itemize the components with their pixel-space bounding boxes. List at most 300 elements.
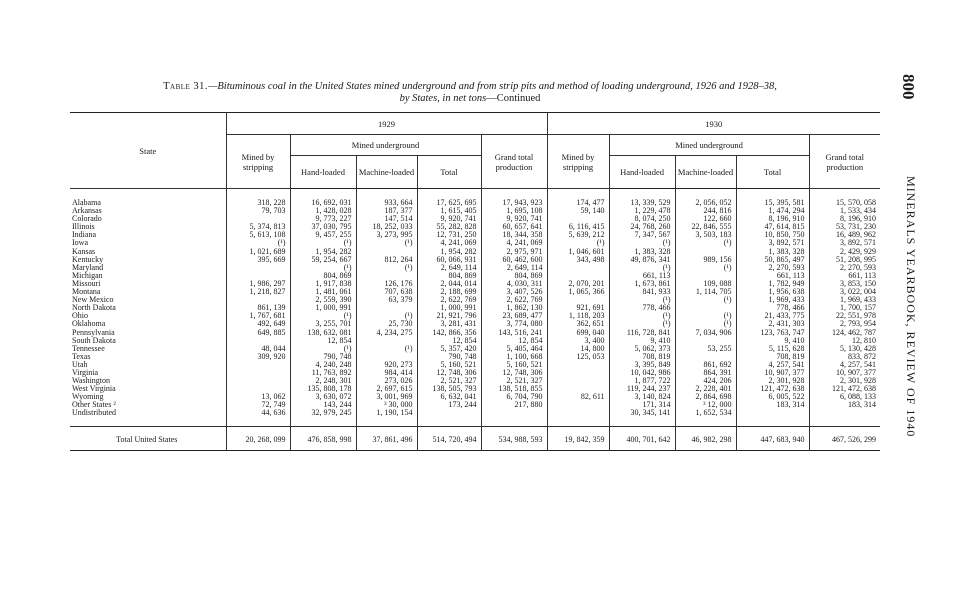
grand-total-1930-cell: 12, 810 — [809, 337, 880, 345]
state-name-cell: Arkansas — [72, 207, 102, 216]
stripping-1929-cell — [226, 385, 290, 393]
total-1929-cell: 12, 748, 306 — [417, 369, 481, 377]
hand-loaded-1930-cell: 13, 339, 529 — [609, 189, 675, 208]
header-stripping-1930: Mined by stripping — [547, 135, 609, 189]
hand-loaded-1930-cell: 1, 877, 722 — [609, 377, 675, 385]
table-row — [70, 345, 880, 353]
machine-loaded-1929-cell: (¹) — [356, 345, 417, 353]
state-name-cell: Illinois — [72, 223, 95, 232]
total-1929-cell: 804, 869 — [417, 272, 481, 280]
grand-total-1930-cell: 467, 526, 299 — [809, 426, 880, 450]
state-name-cell: New Mexico — [72, 296, 114, 305]
grand-total-1929-cell: 534, 988, 593 — [481, 426, 547, 450]
stripping-1930-cell — [547, 369, 609, 377]
total-1929-cell: 12, 731, 250 — [417, 231, 481, 239]
grand-total-1930-cell: 8, 196, 910 — [809, 215, 880, 223]
hand-loaded-1930-cell: 5, 062, 373 — [609, 345, 675, 353]
hand-loaded-1930-cell: 10, 042, 986 — [609, 369, 675, 377]
hand-loaded-1929-cell: 1, 428, 028 — [290, 207, 356, 215]
total-1929-cell: 6, 632, 041 — [417, 393, 481, 401]
total-1930-cell: 183, 314 — [736, 401, 809, 409]
state-name-cell: Utah — [72, 360, 88, 369]
total-1930-cell: 21, 433, 775 — [736, 312, 809, 320]
grand-total-1929-cell: 2, 975, 971 — [481, 248, 547, 256]
total-1930-cell: 447, 683, 940 — [736, 426, 809, 450]
stripping-1929-cell: 13, 062 — [226, 393, 290, 401]
grand-total-1930-cell: 661, 113 — [809, 272, 880, 280]
table-row — [70, 377, 880, 385]
hand-loaded-1930-cell: 171, 314 — [609, 401, 675, 409]
state-name-cell: Missouri — [72, 279, 101, 288]
hand-loaded-1929-cell: 1, 917, 838 — [290, 280, 356, 288]
hand-loaded-1929-cell: 2, 248, 301 — [290, 377, 356, 385]
machine-loaded-1929-cell — [356, 353, 417, 361]
table-caption-suffix: —Continued — [486, 93, 541, 104]
total-1929-cell: 1, 954, 282 — [417, 248, 481, 256]
grand-total-1929-cell: 5, 160, 521 — [481, 361, 547, 369]
state-name-cell: Ohio — [72, 312, 88, 321]
stripping-1930-cell — [547, 264, 609, 272]
stripping-1930-cell — [547, 215, 609, 223]
total-1929-cell: 12, 854 — [417, 337, 481, 345]
hand-loaded-1929-cell: (¹) — [290, 312, 356, 320]
hand-loaded-1930-cell: (¹) — [609, 312, 675, 320]
stripping-1930-cell: 6, 116, 415 — [547, 223, 609, 231]
total-1930-cell: 1, 782, 949 — [736, 280, 809, 288]
total-1929-cell: 21, 921, 796 — [417, 312, 481, 320]
stripping-1930-cell: 125, 053 — [547, 353, 609, 361]
table-row — [70, 272, 880, 280]
total-1929-cell: 2, 188, 699 — [417, 288, 481, 296]
stripping-1929-cell — [226, 272, 290, 280]
total-1930-cell: 1, 956, 638 — [736, 288, 809, 296]
hand-loaded-1929-cell: 1, 000, 991 — [290, 304, 356, 312]
hand-loaded-1929-cell: 59, 254, 667 — [290, 256, 356, 264]
machine-loaded-1930-cell: 1, 114, 705 — [675, 288, 736, 296]
machine-loaded-1929-cell — [356, 248, 417, 256]
grand-total-1930-cell: 2, 270, 593 — [809, 264, 880, 272]
machine-loaded-1929-cell: 1, 190, 154 — [356, 409, 417, 426]
machine-loaded-1929-cell: (¹) — [356, 239, 417, 247]
header-underground-1929: Mined underground — [290, 135, 481, 156]
grand-total-1929-cell: 804, 869 — [481, 272, 547, 280]
stripping-1929-cell — [226, 377, 290, 385]
grand-total-1929-cell: 9, 920, 741 — [481, 215, 547, 223]
table-row — [70, 312, 880, 320]
stripping-1930-cell: 921, 691 — [547, 304, 609, 312]
stripping-1930-cell — [547, 272, 609, 280]
machine-loaded-1930-cell: 7, 034, 906 — [675, 329, 736, 337]
header-underground-1930: Mined underground — [609, 135, 809, 156]
machine-loaded-1929-cell: 25, 730 — [356, 320, 417, 328]
stripping-1930-cell: (¹) — [547, 239, 609, 247]
total-1930-cell: 123, 763, 747 — [736, 329, 809, 337]
hand-loaded-1929-cell: 3, 630, 072 — [290, 393, 356, 401]
machine-loaded-1930-cell: (¹) — [675, 264, 736, 272]
stripping-1930-cell — [547, 385, 609, 393]
machine-loaded-1929-cell: 812, 264 — [356, 256, 417, 264]
grand-total-1929-cell: 6, 704, 790 — [481, 393, 547, 401]
machine-loaded-1929-cell: 273, 026 — [356, 377, 417, 385]
grand-total-1929-cell: 2, 521, 327 — [481, 377, 547, 385]
hand-loaded-1929-cell: 3, 255, 701 — [290, 320, 356, 328]
total-1929-cell: 55, 282, 828 — [417, 223, 481, 231]
hand-loaded-1930-cell: 7, 347, 567 — [609, 231, 675, 239]
total-1930-cell: 8, 196, 910 — [736, 215, 809, 223]
stripping-1929-cell: 318, 228 — [226, 189, 290, 208]
machine-loaded-1929-cell: 37, 861, 496 — [356, 426, 417, 450]
header-machine-loaded-1930: Machine-loaded — [675, 156, 736, 189]
total-1930-cell: 5, 115, 628 — [736, 345, 809, 353]
machine-loaded-1930-cell: (¹) — [675, 296, 736, 304]
hand-loaded-1930-cell: 9, 410 — [609, 337, 675, 345]
hand-loaded-1930-cell: 1, 229, 478 — [609, 207, 675, 215]
table-caption-line2: by States, in net tons — [399, 93, 487, 104]
header-stripping-1929: Mined by stripping — [226, 135, 290, 189]
grand-total-1929-cell: 18, 344, 358 — [481, 231, 547, 239]
table-row — [70, 369, 880, 377]
hand-loaded-1930-cell: 708, 819 — [609, 353, 675, 361]
table-row — [70, 231, 880, 239]
header-year-1930: 1930 — [547, 113, 880, 135]
hand-loaded-1929-cell: (¹) — [290, 239, 356, 247]
grand-total-1929-cell: 143, 516, 241 — [481, 329, 547, 337]
total-1930-cell: 2, 270, 593 — [736, 264, 809, 272]
grand-total-1930-cell: 1, 969, 433 — [809, 296, 880, 304]
table-row — [70, 337, 880, 345]
header-total-1929: Total — [417, 156, 481, 189]
grand-total-1929-cell: 1, 862, 130 — [481, 304, 547, 312]
grand-total-1929-cell: 2, 649, 114 — [481, 264, 547, 272]
machine-loaded-1930-cell: 861, 692 — [675, 361, 736, 369]
table-row — [70, 401, 880, 409]
grand-total-1929-cell: 3, 407, 526 — [481, 288, 547, 296]
machine-loaded-1930-cell: 244, 816 — [675, 207, 736, 215]
grand-total-1929-cell: 3, 774, 080 — [481, 320, 547, 328]
total-1929-cell: 2, 622, 769 — [417, 296, 481, 304]
machine-loaded-1929-cell: (¹) — [356, 264, 417, 272]
state-name-cell: Alabama — [72, 198, 101, 207]
table-row — [70, 304, 880, 312]
hand-loaded-1929-cell: 37, 030, 795 — [290, 223, 356, 231]
total-1929-cell: 138, 505, 793 — [417, 385, 481, 393]
grand-total-1930-cell: 15, 570, 058 — [809, 189, 880, 208]
table-row — [70, 189, 880, 208]
hand-loaded-1929-cell: 790, 748 — [290, 353, 356, 361]
grand-total-1930-cell: 3, 892, 571 — [809, 239, 880, 247]
machine-loaded-1930-cell: 46, 982, 298 — [675, 426, 736, 450]
stripping-1929-cell — [226, 337, 290, 345]
machine-loaded-1929-cell: 18, 252, 033 — [356, 223, 417, 231]
total-1929-cell: 2, 649, 114 — [417, 264, 481, 272]
hand-loaded-1930-cell: 24, 768, 260 — [609, 223, 675, 231]
stripping-1930-cell: 14, 800 — [547, 345, 609, 353]
hand-loaded-1930-cell: 661, 113 — [609, 272, 675, 280]
grand-total-1930-cell — [809, 409, 880, 426]
hand-loaded-1929-cell: 1, 954, 282 — [290, 248, 356, 256]
total-1930-cell: 661, 113 — [736, 272, 809, 280]
hand-loaded-1929-cell: (¹) — [290, 264, 356, 272]
state-name-cell: Tennessee — [72, 344, 105, 353]
stripping-1929-cell: 5, 613, 108 — [226, 231, 290, 239]
hand-loaded-1930-cell: (¹) — [609, 264, 675, 272]
grand-total-1930-cell: 2, 429, 929 — [809, 248, 880, 256]
grand-total-1929-cell: 1, 695, 108 — [481, 207, 547, 215]
table-row — [70, 385, 880, 393]
grand-total-1929-cell: 2, 622, 769 — [481, 296, 547, 304]
stripping-1930-cell: 19, 842, 359 — [547, 426, 609, 450]
machine-loaded-1929-cell: 2, 697, 615 — [356, 385, 417, 393]
total-1930-cell: 6, 005, 522 — [736, 393, 809, 401]
machine-loaded-1930-cell: 109, 088 — [675, 280, 736, 288]
stripping-1930-cell — [547, 409, 609, 426]
stripping-1929-cell — [226, 369, 290, 377]
machine-loaded-1929-cell: 984, 414 — [356, 369, 417, 377]
table-row — [70, 288, 880, 296]
machine-loaded-1930-cell: 1, 652, 534 — [675, 409, 736, 426]
total-1929-cell: 60, 066, 931 — [417, 256, 481, 264]
machine-loaded-1930-cell — [675, 248, 736, 256]
stripping-1929-cell: 48, 044 — [226, 345, 290, 353]
table-row — [70, 207, 880, 215]
hand-loaded-1930-cell: 1, 673, 861 — [609, 280, 675, 288]
machine-loaded-1930-cell: 3, 503, 183 — [675, 231, 736, 239]
table-caption: —Bituminous coal in the United States mined underground and from strip pits and method of loading underground, 1926 and 1928–38, — [208, 81, 777, 92]
machine-loaded-1929-cell: 920, 273 — [356, 361, 417, 369]
hand-loaded-1929-cell: 1, 481, 061 — [290, 288, 356, 296]
total-1930-cell: 3, 892, 571 — [736, 239, 809, 247]
machine-loaded-1929-cell: 3, 001, 969 — [356, 393, 417, 401]
total-1929-cell: 1, 615, 405 — [417, 207, 481, 215]
state-name-cell: Wyoming — [72, 393, 104, 402]
state-name-cell: Montana — [72, 288, 101, 297]
state-name-cell: Michigan — [72, 271, 103, 280]
machine-loaded-1929-cell: 933, 664 — [356, 189, 417, 208]
state-name-cell: Total United States — [70, 426, 226, 450]
machine-loaded-1929-cell: ³ 30, 000 — [356, 401, 417, 409]
machine-loaded-1929-cell: 126, 176 — [356, 280, 417, 288]
hand-loaded-1929-cell: (¹) — [290, 345, 356, 353]
stripping-1930-cell: 362, 651 — [547, 320, 609, 328]
hand-loaded-1929-cell: 32, 979, 245 — [290, 409, 356, 426]
hand-loaded-1929-cell: 143, 244 — [290, 401, 356, 409]
stripping-1930-cell: 59, 140 — [547, 207, 609, 215]
grand-total-1929-cell: 60, 462, 600 — [481, 256, 547, 264]
stripping-1930-cell — [547, 296, 609, 304]
stripping-1929-cell: 72, 749 — [226, 401, 290, 409]
table-row — [70, 248, 880, 256]
total-row — [70, 426, 880, 450]
state-name-cell: Oklahoma — [72, 320, 106, 329]
machine-loaded-1929-cell — [356, 304, 417, 312]
total-1930-cell: 1, 969, 433 — [736, 296, 809, 304]
stripping-1930-cell — [547, 401, 609, 409]
hand-loaded-1929-cell: 2, 559, 390 — [290, 296, 356, 304]
grand-total-1930-cell: 1, 700, 157 — [809, 304, 880, 312]
stripping-1930-cell: 343, 498 — [547, 256, 609, 264]
stripping-1929-cell: 5, 374, 813 — [226, 223, 290, 231]
machine-loaded-1929-cell: 4, 234, 275 — [356, 329, 417, 337]
stripping-1930-cell — [547, 361, 609, 369]
state-name-cell: West Virginia — [72, 385, 116, 394]
table-header — [70, 113, 880, 189]
table-row — [70, 280, 880, 288]
table-row — [70, 223, 880, 231]
header-hand-loaded-1930: Hand-loaded — [609, 156, 675, 189]
stripping-1929-cell: 44, 636 — [226, 409, 290, 426]
grand-total-1929-cell: 60, 657, 641 — [481, 223, 547, 231]
hand-loaded-1930-cell: 3, 140, 824 — [609, 393, 675, 401]
stripping-1929-cell: 395, 669 — [226, 256, 290, 264]
stripping-1929-cell: 1, 218, 827 — [226, 288, 290, 296]
stripping-1929-cell: 1, 021, 689 — [226, 248, 290, 256]
stripping-1929-cell — [226, 296, 290, 304]
state-name-cell: Maryland — [72, 263, 104, 272]
grand-total-1930-cell: 2, 301, 928 — [809, 377, 880, 385]
hand-loaded-1930-cell: 116, 728, 841 — [609, 329, 675, 337]
table-row — [70, 215, 880, 223]
hand-loaded-1929-cell: 12, 854 — [290, 337, 356, 345]
stripping-1929-cell — [226, 215, 290, 223]
grand-total-1929-cell: 23, 689, 477 — [481, 312, 547, 320]
coal-table-container — [70, 112, 880, 451]
header-year-1929: 1929 — [226, 113, 547, 135]
grand-total-1930-cell: 3, 853, 150 — [809, 280, 880, 288]
machine-loaded-1930-cell: 2, 056, 052 — [675, 189, 736, 208]
total-1929-cell: 514, 720, 494 — [417, 426, 481, 450]
grand-total-1929-cell: 217, 880 — [481, 401, 547, 409]
machine-loaded-1930-cell: 22, 846, 555 — [675, 223, 736, 231]
page-number: 800 — [899, 74, 918, 100]
grand-total-1930-cell: 124, 462, 787 — [809, 329, 880, 337]
stripping-1930-cell: 2, 070, 201 — [547, 280, 609, 288]
hand-loaded-1930-cell: (¹) — [609, 296, 675, 304]
total-1929-cell: 1, 000, 991 — [417, 304, 481, 312]
stripping-1930-cell: 5, 639, 212 — [547, 231, 609, 239]
hand-loaded-1930-cell: 49, 876, 341 — [609, 256, 675, 264]
total-1929-cell: 142, 866, 356 — [417, 329, 481, 337]
coal-production-table — [70, 112, 880, 451]
total-1929-cell: 9, 920, 741 — [417, 215, 481, 223]
table-row — [70, 256, 880, 264]
total-1930-cell: 4, 257, 541 — [736, 361, 809, 369]
machine-loaded-1930-cell: (¹) — [675, 312, 736, 320]
grand-total-1930-cell: 10, 907, 377 — [809, 369, 880, 377]
total-1929-cell: 17, 625, 695 — [417, 189, 481, 208]
state-name-cell: Other States ² — [72, 401, 116, 410]
hand-loaded-1929-cell: 9, 773, 227 — [290, 215, 356, 223]
hand-loaded-1929-cell: 138, 632, 081 — [290, 329, 356, 337]
hand-loaded-1929-cell: 9, 457, 255 — [290, 231, 356, 239]
grand-total-1929-cell: 12, 854 — [481, 337, 547, 345]
stripping-1930-cell: 1, 046, 601 — [547, 248, 609, 256]
state-name-cell: Indiana — [72, 231, 96, 240]
total-1929-cell: 4, 241, 069 — [417, 239, 481, 247]
header-total-1930: Total — [736, 156, 809, 189]
grand-total-1930-cell: 2, 793, 954 — [809, 320, 880, 328]
table-row — [70, 239, 880, 247]
total-1930-cell: 10, 850, 750 — [736, 231, 809, 239]
machine-loaded-1929-cell: 147, 514 — [356, 215, 417, 223]
stripping-1929-cell — [226, 361, 290, 369]
hand-loaded-1929-cell: 11, 763, 892 — [290, 369, 356, 377]
machine-loaded-1930-cell: 122, 660 — [675, 215, 736, 223]
grand-total-1929-cell: 12, 748, 306 — [481, 369, 547, 377]
table-row — [70, 296, 880, 304]
total-1930-cell — [736, 409, 809, 426]
machine-loaded-1930-cell — [675, 337, 736, 345]
table-body — [70, 189, 880, 451]
running-head: MINERALS YEARBOOK, REVIEW OF 1940 — [904, 176, 918, 438]
machine-loaded-1929-cell: 63, 379 — [356, 296, 417, 304]
total-1929-cell: 2, 044, 014 — [417, 280, 481, 288]
machine-loaded-1930-cell: (¹) — [675, 320, 736, 328]
state-name-cell: Undistributed — [72, 409, 116, 418]
machine-loaded-1930-cell: 864, 391 — [675, 369, 736, 377]
hand-loaded-1930-cell: 1, 383, 328 — [609, 248, 675, 256]
machine-loaded-1929-cell: 3, 273, 995 — [356, 231, 417, 239]
table-row — [70, 264, 880, 272]
hand-loaded-1930-cell: 119, 244, 237 — [609, 385, 675, 393]
stripping-1929-cell: 861, 139 — [226, 304, 290, 312]
grand-total-1929-cell — [481, 409, 547, 426]
machine-loaded-1930-cell: 2, 228, 401 — [675, 385, 736, 393]
machine-loaded-1930-cell: (¹) — [675, 239, 736, 247]
machine-loaded-1929-cell: (¹) — [356, 312, 417, 320]
total-1930-cell: 1, 474, 294 — [736, 207, 809, 215]
grand-total-1930-cell: 3, 022, 004 — [809, 288, 880, 296]
stripping-1929-cell: 649, 885 — [226, 329, 290, 337]
machine-loaded-1929-cell — [356, 337, 417, 345]
machine-loaded-1929-cell — [356, 272, 417, 280]
stripping-1929-cell — [226, 264, 290, 272]
state-name-cell: North Dakota — [72, 304, 116, 313]
stripping-1929-cell: 309, 920 — [226, 353, 290, 361]
table-title — [70, 81, 870, 105]
header-machine-loaded-1929: Machine-loaded — [356, 156, 417, 189]
stripping-1929-cell: 492, 649 — [226, 320, 290, 328]
grand-total-1930-cell: 121, 472, 638 — [809, 385, 880, 393]
hand-loaded-1929-cell: 135, 808, 178 — [290, 385, 356, 393]
stripping-1930-cell: 1, 065, 366 — [547, 288, 609, 296]
total-1929-cell: 5, 160, 521 — [417, 361, 481, 369]
grand-total-1929-cell: 1, 100, 668 — [481, 353, 547, 361]
table-row — [70, 409, 880, 426]
grand-total-1930-cell: 51, 208, 995 — [809, 256, 880, 264]
state-name-cell: Texas — [72, 352, 91, 361]
total-1929-cell: 173, 244 — [417, 401, 481, 409]
hand-loaded-1930-cell: 3, 395, 849 — [609, 361, 675, 369]
stripping-1929-cell: 1, 986, 297 — [226, 280, 290, 288]
total-1929-cell: 5, 357, 420 — [417, 345, 481, 353]
stripping-1930-cell: 82, 611 — [547, 393, 609, 401]
total-1929-cell — [417, 409, 481, 426]
table-number: Table 31. — [163, 81, 209, 92]
state-name-cell: Pennsylvania — [72, 328, 115, 337]
total-1930-cell: 778, 466 — [736, 304, 809, 312]
stripping-1930-cell: 174, 477 — [547, 189, 609, 208]
total-1930-cell: 1, 383, 328 — [736, 248, 809, 256]
total-1930-cell: 15, 395, 581 — [736, 189, 809, 208]
hand-loaded-1930-cell: (¹) — [609, 239, 675, 247]
machine-loaded-1929-cell: 187, 377 — [356, 207, 417, 215]
stripping-1930-cell: 1, 118, 203 — [547, 312, 609, 320]
hand-loaded-1930-cell: (¹) — [609, 320, 675, 328]
table-row — [70, 361, 880, 369]
grand-total-1930-cell: 22, 551, 978 — [809, 312, 880, 320]
grand-total-1930-cell: 5, 130, 428 — [809, 345, 880, 353]
stripping-1930-cell — [547, 377, 609, 385]
